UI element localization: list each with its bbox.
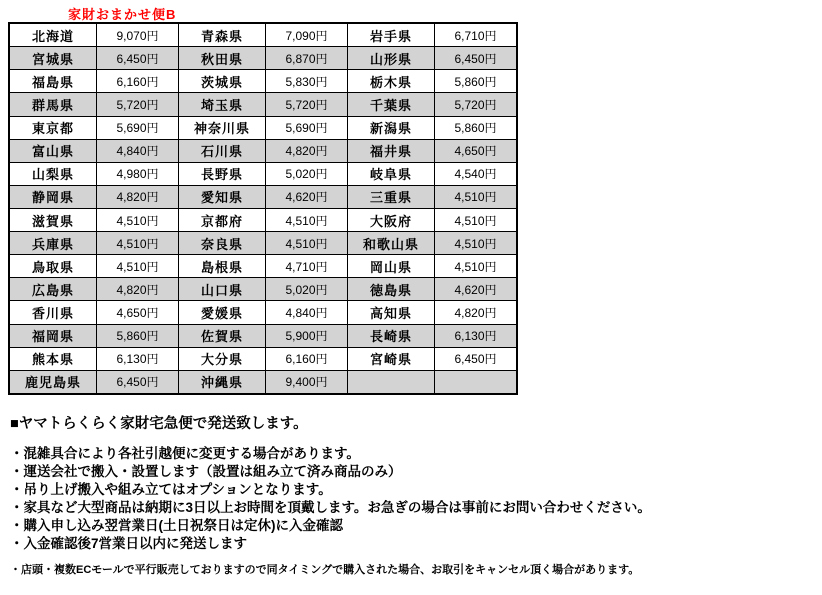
fee-table-body [9,23,517,394]
prefecture-cell: 熊本県 [9,347,97,370]
fee-cell: 4,510円 [97,232,179,255]
fee-cell: 4,510円 [266,208,348,231]
fee-cell: 4,650円 [435,139,518,162]
fee-cell: 5,860円 [97,324,179,347]
prefecture-cell: 山梨県 [9,162,97,185]
table-row [9,370,517,394]
note-bullet: ・入金確認後7営業日以内に発送します [10,536,248,551]
fee-cell: 4,980円 [97,162,179,185]
fee-cell: 4,510円 [97,255,179,278]
fee-cell: 6,450円 [97,370,179,394]
table-row [9,301,517,324]
prefecture-cell: 奈良県 [179,232,266,255]
fee-cell: 4,510円 [435,232,518,255]
table-row [9,162,517,185]
shipping-fee-table [8,22,518,395]
table-row [9,70,517,93]
prefecture-cell: 滋賀県 [9,208,97,231]
prefecture-cell: 大阪府 [348,208,435,231]
note-bullet: ・運送会社で搬入・設置します（設置は組み立て済み商品のみ） [10,464,402,479]
table-row [9,347,517,370]
fee-cell: 6,450円 [435,47,518,70]
note-bullet: ・購入申し込み翌営業日(土日祝祭日は定休)に入金確認 [10,518,343,533]
fee-cell: 4,650円 [97,301,179,324]
prefecture-cell: 鹿児島県 [9,370,97,394]
prefecture-cell: 福島県 [9,70,97,93]
prefecture-cell: 岐阜県 [348,162,435,185]
notes-section [10,416,816,577]
note-bullet: ・混雑具合により各社引越便に変更する場合があります。 [10,446,360,461]
table-row [9,47,517,70]
table-row [9,116,517,139]
fee-cell: 6,160円 [266,347,348,370]
note-bullet: ・吊り上げ搬入や組み立てはオプションとなります。 [10,482,332,497]
prefecture-cell [348,370,435,394]
prefecture-cell: 石川県 [179,139,266,162]
prefecture-cell: 栃木県 [348,70,435,93]
fee-cell [435,370,518,394]
fee-cell: 6,160円 [97,70,179,93]
table-row [9,23,517,47]
prefecture-cell: 福井県 [348,139,435,162]
fee-cell: 4,620円 [435,278,518,301]
fee-cell: 5,020円 [266,278,348,301]
prefecture-cell: 三重県 [348,185,435,208]
fee-cell: 4,620円 [266,185,348,208]
table-row [9,232,517,255]
fee-cell: 6,710円 [435,23,518,47]
fee-cell: 4,820円 [97,278,179,301]
fee-cell: 4,840円 [266,301,348,324]
shipping-method-heading: ■ヤマトらくらく家財宅急便で発送致します。 [10,416,308,432]
table-row [9,255,517,278]
fee-cell: 4,710円 [266,255,348,278]
table-title: 家財おまかせ便B [68,7,177,22]
fee-cell: 5,720円 [97,93,179,116]
fee-cell: 5,720円 [266,93,348,116]
note-bullet: ・家具など大型商品は納期に3日以上お時間を頂戴します。お急ぎの場合は事前にお問い合わせください。 [10,500,651,515]
fee-cell: 9,070円 [97,23,179,47]
prefecture-cell: 愛知県 [179,185,266,208]
footnote: ・店頭・複数ECモールで平行販売しておりますので同タイミングで購入された場合、お取引をキャンセル頂く場合があります。 [10,564,640,576]
fee-cell: 6,450円 [435,347,518,370]
prefecture-cell: 愛媛県 [179,301,266,324]
prefecture-cell: 北海道 [9,23,97,47]
fee-cell: 5,690円 [97,116,179,139]
table-row [9,93,517,116]
fee-cell: 6,870円 [266,47,348,70]
table-row [9,324,517,347]
prefecture-cell: 茨城県 [179,70,266,93]
prefecture-cell: 宮城県 [9,47,97,70]
prefecture-cell: 埼玉県 [179,93,266,116]
prefecture-cell: 新潟県 [348,116,435,139]
prefecture-cell: 富山県 [9,139,97,162]
prefecture-cell: 千葉県 [348,93,435,116]
prefecture-cell: 福岡県 [9,324,97,347]
table-row [9,139,517,162]
fee-cell: 4,840円 [97,139,179,162]
fee-cell: 9,400円 [266,370,348,394]
fee-cell: 4,820円 [266,139,348,162]
prefecture-cell: 香川県 [9,301,97,324]
prefecture-cell: 和歌山県 [348,232,435,255]
fee-cell: 5,860円 [435,70,518,93]
prefecture-cell: 沖縄県 [179,370,266,394]
fee-cell: 4,540円 [435,162,518,185]
prefecture-cell: 秋田県 [179,47,266,70]
fee-cell: 5,690円 [266,116,348,139]
prefecture-cell: 宮崎県 [348,347,435,370]
fee-cell: 6,450円 [97,47,179,70]
prefecture-cell: 青森県 [179,23,266,47]
prefecture-cell: 島根県 [179,255,266,278]
fee-cell: 6,130円 [435,324,518,347]
prefecture-cell: 広島県 [9,278,97,301]
prefecture-cell: 鳥取県 [9,255,97,278]
fee-cell: 7,090円 [266,23,348,47]
fee-cell: 4,820円 [435,301,518,324]
prefecture-cell: 高知県 [348,301,435,324]
table-row [9,185,517,208]
fee-cell: 5,020円 [266,162,348,185]
fee-cell: 4,820円 [97,185,179,208]
prefecture-cell: 長野県 [179,162,266,185]
fee-cell: 4,510円 [97,208,179,231]
fee-cell: 5,900円 [266,324,348,347]
prefecture-cell: 静岡県 [9,185,97,208]
table-row [9,278,517,301]
prefecture-cell: 山形県 [348,47,435,70]
fee-cell: 5,830円 [266,70,348,93]
fee-cell: 4,510円 [435,255,518,278]
fee-cell: 5,860円 [435,116,518,139]
prefecture-cell: 大分県 [179,347,266,370]
prefecture-cell: 長崎県 [348,324,435,347]
table-row [9,208,517,231]
fee-cell: 5,720円 [435,93,518,116]
fee-cell: 4,510円 [435,185,518,208]
prefecture-cell: 佐賀県 [179,324,266,347]
prefecture-cell: 徳島県 [348,278,435,301]
notes-bullet-list [10,445,816,553]
prefecture-cell: 群馬県 [9,93,97,116]
prefecture-cell: 京都府 [179,208,266,231]
prefecture-cell: 岩手県 [348,23,435,47]
fee-cell: 4,510円 [435,208,518,231]
prefecture-cell: 神奈川県 [179,116,266,139]
prefecture-cell: 兵庫県 [9,232,97,255]
fee-cell: 4,510円 [266,232,348,255]
fee-cell: 6,130円 [97,347,179,370]
prefecture-cell: 東京都 [9,116,97,139]
prefecture-cell: 岡山県 [348,255,435,278]
prefecture-cell: 山口県 [179,278,266,301]
